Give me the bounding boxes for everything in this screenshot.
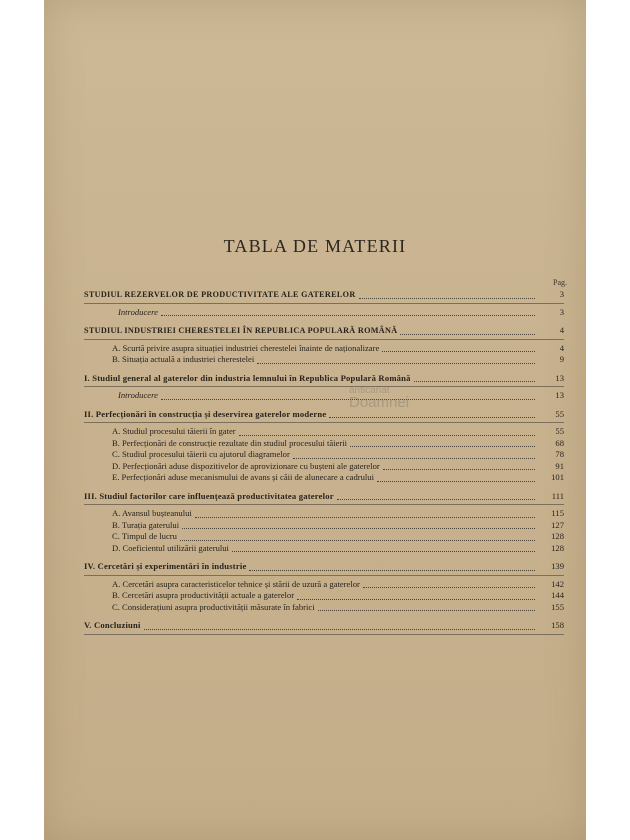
- toc-entry-page: 4: [559, 342, 564, 353]
- dot-leader: [377, 474, 535, 482]
- toc-entry-page: 55: [555, 408, 564, 419]
- section-gap: [84, 484, 564, 491]
- page-column-label: Pag.: [553, 278, 567, 287]
- toc-entry-page: 158: [551, 620, 564, 630]
- dot-leader: [180, 533, 535, 541]
- toc-entry-page: 9: [559, 354, 564, 364]
- table-of-contents: [84, 289, 564, 645]
- toc-entry-page: 115: [551, 508, 564, 518]
- toc-entry-title: STUDIUL REZERVELOR DE PRODUCTIVITATE ALE GATERELOR: [84, 290, 356, 299]
- toc-section-heading: [84, 325, 564, 337]
- toc-entry-page: 155: [551, 601, 564, 612]
- toc-entry: [84, 472, 564, 484]
- toc-entry-title: C. Studiul procesului tăierii cu ajutorul diagramelor: [112, 449, 290, 459]
- toc-entry-title: B. Situația actuală a industriei cherestelei: [112, 354, 255, 364]
- toc-entry: [84, 307, 564, 319]
- toc-entry-title: V. Concluziuni: [84, 620, 141, 630]
- section-rule: [84, 575, 564, 576]
- toc-entry-page: 128: [551, 542, 564, 553]
- toc-entry-title: B. Cercetări asupra productivității actuale a gaterelor: [112, 590, 295, 600]
- toc-entry-page: 68: [555, 437, 564, 448]
- dot-leader: [161, 392, 535, 400]
- toc-entry-title: C. Considerațiuni asupra productivității măsurate în fabrici: [112, 601, 315, 612]
- toc-entry-page: 55: [555, 426, 564, 436]
- toc-entry-title: D. Perfecționări aduse dispozitivelor de aprovizionare cu bușteni ale gaterelor: [112, 460, 380, 471]
- toc-entry-page: 139: [551, 561, 564, 571]
- toc-entry: [84, 602, 564, 614]
- dot-leader: [161, 308, 535, 316]
- dot-leader: [414, 374, 535, 382]
- section-rule: [84, 339, 564, 340]
- toc-entry-page: 128: [551, 531, 564, 541]
- toc-section-heading: [84, 289, 564, 301]
- toc-section-heading: [84, 620, 564, 632]
- toc-section-heading: [84, 561, 564, 573]
- toc-entry: [84, 343, 564, 355]
- dot-leader: [182, 521, 535, 529]
- toc-entry-title: I. Studiul general al gaterelor din industria lemnului în Republica Populară Română: [84, 372, 411, 383]
- dot-leader: [195, 510, 535, 518]
- book-page: [44, 0, 586, 840]
- section-rule: [84, 422, 564, 423]
- dot-leader: [400, 327, 535, 335]
- toc-entry-title: IV. Cercetări și experimentări în industrie: [84, 561, 247, 571]
- toc-entry-title: STUDIUL INDUSTRIEI CHERESTELEI ÎN REPUBLICA POPULARĂ ROMÂNĂ: [84, 326, 398, 335]
- toc-entry: [84, 579, 564, 591]
- section-rule: [84, 386, 564, 387]
- dot-leader: [144, 622, 535, 630]
- toc-entry-page: 13: [555, 372, 564, 383]
- toc-entry-page: 127: [551, 519, 564, 530]
- section-gap: [84, 402, 564, 409]
- dot-leader: [359, 291, 535, 299]
- toc-entry: [84, 520, 564, 532]
- dot-leader: [350, 439, 535, 447]
- toc-entry: [84, 590, 564, 602]
- toc-section-heading: [84, 373, 564, 385]
- toc-entry: [84, 543, 564, 555]
- toc-entry-title: A. Scurtă privire asupra situației industriei cherestelei înainte de naționalizare: [112, 342, 380, 353]
- toc-entry-title: Introducere: [118, 306, 158, 317]
- watermark-line1: anticariat: [349, 385, 390, 396]
- toc-entry-title: III. Studiul factorilor care influențează productivitatea gaterelor: [84, 490, 334, 501]
- toc-entry-page: 101: [551, 472, 564, 482]
- dot-leader: [257, 356, 535, 364]
- section-rule: [84, 504, 564, 505]
- toc-section-heading: [84, 491, 564, 503]
- dot-leader: [363, 580, 535, 588]
- toc-entry: [84, 531, 564, 543]
- toc-entry-page: 142: [551, 578, 564, 589]
- toc-entry-page: 78: [555, 449, 564, 459]
- toc-entry-title: A. Studiul procesului tăierii în gater: [112, 426, 236, 436]
- toc-entry-page: 111: [551, 490, 564, 501]
- dot-leader: [239, 428, 535, 436]
- dot-leader: [318, 603, 535, 611]
- section-rule: [84, 634, 564, 635]
- toc-entry-title: B. Turația gaterului: [112, 519, 180, 530]
- section-gap: [84, 638, 564, 645]
- toc-entry: [84, 449, 564, 461]
- toc-entry-page: 3: [559, 306, 564, 317]
- toc-entry-title: II. Perfecționări în construcția și deservirea gaterelor moderne: [84, 408, 327, 419]
- toc-entry-title: Introducere: [118, 390, 158, 400]
- watermark-line2: Doamnei: [349, 394, 410, 411]
- dot-leader: [249, 563, 535, 571]
- section-gap: [84, 366, 564, 373]
- dot-leader: [383, 462, 535, 470]
- toc-entry: [84, 426, 564, 438]
- toc-entry-page: 13: [555, 390, 564, 400]
- toc-entry: [84, 438, 564, 450]
- toc-entry-title: E. Perfecționări aduse mecanismului de avans și căii de alunecare a cadrului: [112, 472, 374, 482]
- toc-entry-page: 144: [551, 590, 564, 600]
- dot-leader: [232, 544, 535, 552]
- section-rule: [84, 303, 564, 304]
- toc-entry: [84, 354, 564, 366]
- toc-section-heading: [84, 409, 564, 421]
- toc-entry-title: A. Avansul bușteanului: [112, 508, 192, 518]
- dot-leader: [329, 410, 535, 418]
- toc-entry-page: 3: [559, 289, 564, 299]
- page-title: TABLA DE MATERII: [223, 236, 407, 256]
- toc-entry-page: 4: [559, 325, 564, 335]
- toc-entry-title: A. Cercetări asupra caracteristicelor tehnice și stării de uzură a gaterelor: [112, 578, 360, 589]
- toc-entry-title: D. Coeficientul utilizării gaterului: [112, 542, 229, 553]
- dot-leader: [293, 451, 535, 459]
- toc-entry: [84, 461, 564, 473]
- dot-leader: [297, 592, 535, 600]
- section-gap: [84, 613, 564, 620]
- toc-entry: [84, 390, 564, 402]
- toc-entry-page: 91: [555, 460, 564, 471]
- section-gap: [84, 318, 564, 325]
- section-gap: [84, 554, 564, 561]
- toc-entry-title: B. Perfecționări de construcție rezultate din studiul procesului tăierii: [112, 437, 348, 448]
- dot-leader: [337, 492, 535, 500]
- toc-entry: [84, 508, 564, 520]
- dot-leader: [382, 344, 535, 352]
- toc-entry-title: C. Timpul de lucru: [112, 531, 177, 541]
